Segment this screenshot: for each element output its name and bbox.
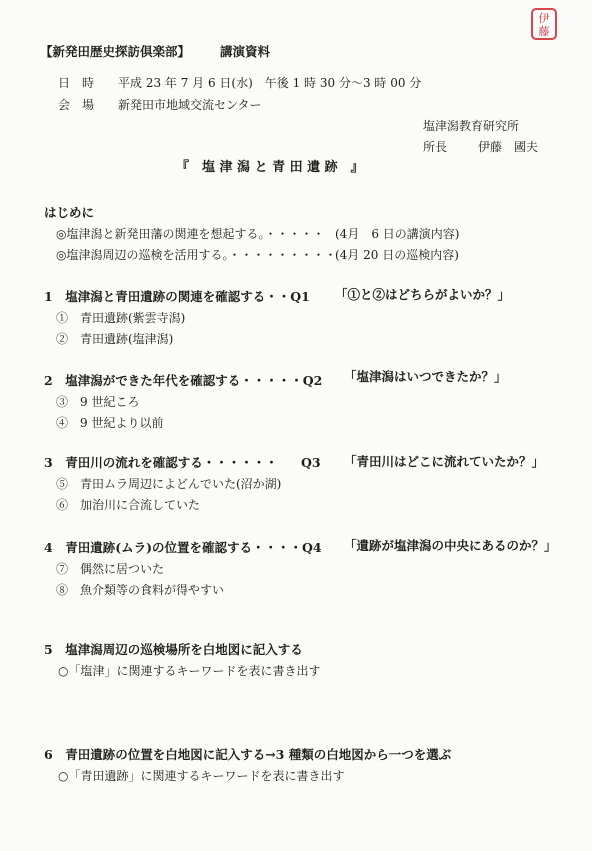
section-3-item-1: ⑤ 青田ムラ周辺によどんでいた(沼か湖) [56,477,282,491]
section-6-item-1: ○「青田遺跡」に関連するキーワードを表に書き出す [58,769,345,783]
section-1-item-2: ② 青田遺跡(塩津潟) [56,332,174,346]
intro-item-1-note: (4月 6 日の講演内容) [335,227,460,241]
author-institute: 塩津潟教育研究所 [423,119,520,133]
section-1-question: 「①と②はどちらがよいか？」 [335,287,511,302]
section-4-heading: 4 青田遺跡(ムラ)の位置を確認する・・・・Q4 [44,540,322,555]
section-5-item-1: ○「塩津」に関連するキーワードを表に書き出す [58,664,321,678]
section-2-item-2: ④ 9 世紀より以前 [56,416,164,430]
section-1-heading: 1 塩津潟と青田遺跡の関連を確認する・・Q1 [44,289,310,304]
seal-char-2: 藤 [538,25,550,38]
author-title: 所長 [423,140,448,154]
ito-seal-stamp [531,8,557,40]
venue-label: 会 場 [58,98,95,112]
section-2-question: 「塩津潟はいつできたか？」 [344,369,507,384]
section-5-heading: 5 塩津潟周辺の巡検場所を白地図に記入する [44,642,303,657]
section-3-item-2: ⑥ 加治川に合流していた [56,498,201,512]
seal-char-1: 伊 [538,12,550,25]
intro-item-2: ◎塩津潟周辺の巡検を活用する。・・・・・・・・・ [56,248,337,262]
section-6-heading: 6 青田遺跡の位置を白地図に記入する→3 種類の白地図から一つを選ぶ [44,747,452,762]
section-2-heading: 2 塩津潟ができた年代を確認する・・・・・Q2 [44,373,323,388]
section-1-item-1: ① 青田遺跡(紫雲寺潟) [56,311,186,325]
main-title: 『 塩 津 潟 と 青 田 遺 跡 』 [176,160,364,175]
section-3-heading: 3 青田川の流れを確認する・・・・・・ [44,455,278,470]
venue-value: 新発田市地域交流センター [118,98,262,112]
author-name: 伊藤 國夫 [478,140,539,154]
section-4-item-2: ⑧ 魚介類等の食料が得やすい [56,583,225,597]
intro-heading: はじめに [44,205,95,220]
date-value: 平成 23 年 7 月 6 日(水) 午後 1 時 30 分～3 時 00 分 [118,76,422,90]
section-4-question: 「遺跡が塩津潟の中央にあるのか？」 [344,538,557,553]
intro-item-1: ◎塩津潟と新発田藩の関連を想起する。・・・・・ [56,227,325,241]
club-name: 【新発田歴史探訪倶楽部】 [40,44,191,59]
section-3-question: 「青田川はどこに流れていたか？」 [344,454,545,469]
section-2-item-1: ③ 9 世紀ころ [56,395,140,409]
date-label: 日 時 [58,76,95,90]
section-3-q-label: Q3 [301,455,321,470]
doc-type: 講演資料 [220,44,271,59]
section-4-item-1: ⑦ 偶然に居ついた [56,562,165,576]
intro-item-2-note: (4月 20 日の巡検内容) [335,248,459,262]
